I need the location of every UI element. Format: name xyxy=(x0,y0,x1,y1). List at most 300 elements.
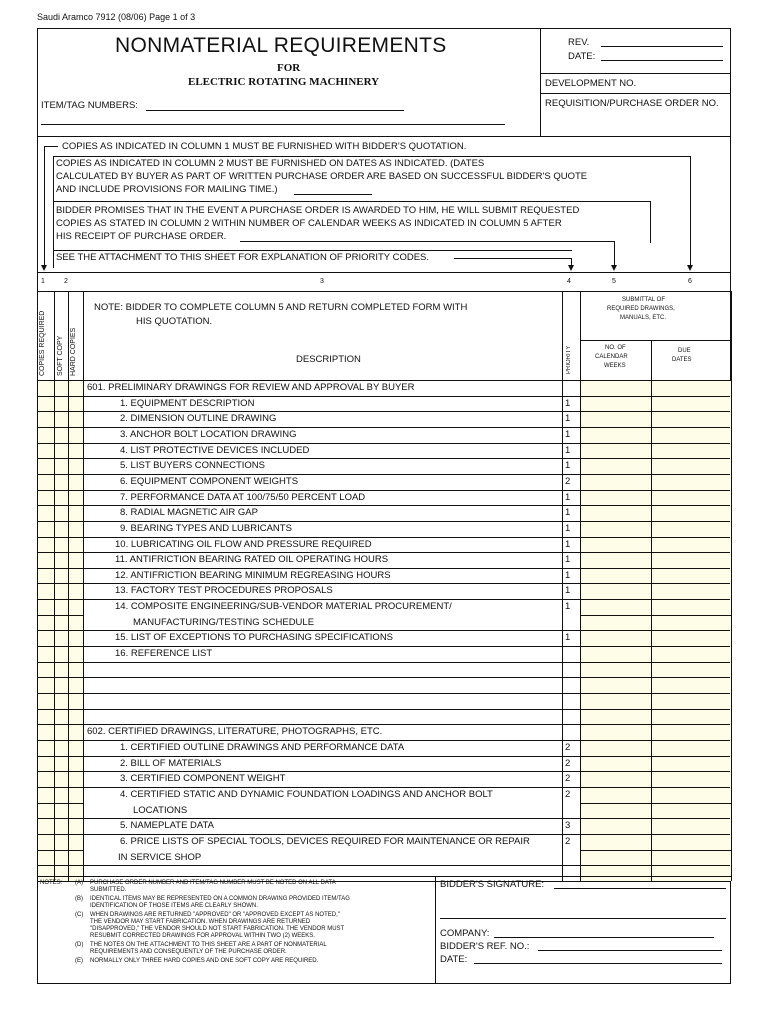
form-subtitle: ELECTRIC ROTATING MACHINERY xyxy=(188,76,380,88)
due-date-cell[interactable] xyxy=(652,475,730,490)
calendar-weeks-cell[interactable] xyxy=(581,678,650,693)
table-row-priority: 1 xyxy=(565,445,571,456)
hard-copies-cell[interactable] xyxy=(69,616,82,631)
calendar-weeks-cell[interactable] xyxy=(581,757,650,772)
note-d-2: REQUIREMENTS AND CONSEQUENTLY OF THE PURCHASE ORDER. xyxy=(90,949,287,955)
table-row-description: MANUFACTURING/TESTING SCHEDULE xyxy=(133,617,315,628)
due-date-cell[interactable] xyxy=(652,444,730,459)
copies-required-cell[interactable] xyxy=(38,616,53,631)
hard-copies-cell[interactable] xyxy=(69,678,82,693)
hard-copies-cell[interactable] xyxy=(69,428,82,443)
due-date-cell[interactable] xyxy=(652,741,730,756)
copies-required-cell[interactable] xyxy=(38,381,53,396)
instruction-promise-b: COPIES AS STATED IN COLUMN 2 WITHIN NUMBER OF CALENDAR WEEKS AS INDICATED IN COLUMN 5 AFTER xyxy=(56,218,562,229)
soft-copy-cell[interactable] xyxy=(55,553,67,568)
bracket-4-top xyxy=(53,250,572,251)
item-tag-label: ITEM/TAG NUMBERS: xyxy=(41,100,138,111)
copies-required-cell[interactable] xyxy=(38,506,53,521)
copies-required-cell[interactable] xyxy=(38,819,53,834)
col-number-2: 2 xyxy=(64,278,68,285)
hard-copies-cell[interactable] xyxy=(69,506,82,521)
table-row-priority: 1 xyxy=(565,554,571,565)
soft-copy-cell[interactable] xyxy=(55,491,67,506)
table-row-priority: 1 xyxy=(565,413,571,424)
hard-copies-cell[interactable] xyxy=(69,491,82,506)
req-po-label: REQUISITION/PURCHASE ORDER NO. xyxy=(545,98,719,109)
column-line xyxy=(731,291,732,881)
soft-copy-cell[interactable] xyxy=(55,725,67,740)
note-c-1: WHEN DRAWINGS ARE RETURNED "APPROVED" OR "APPROVED EXCEPT AS NOTED," xyxy=(90,912,340,918)
col-number-1: 1 xyxy=(41,278,45,285)
header-bottom-rule xyxy=(37,136,731,137)
soft-copy-cell[interactable] xyxy=(55,663,67,678)
due-date-cell[interactable] xyxy=(652,584,730,599)
soft-copy-cell[interactable] xyxy=(55,444,67,459)
arrow-col4-icon xyxy=(568,265,574,271)
copies-required-cell[interactable] xyxy=(38,866,53,881)
hard-copies-cell[interactable] xyxy=(69,475,82,490)
copies-required-cell[interactable] xyxy=(38,397,53,412)
calendar-weeks-cell[interactable] xyxy=(581,772,650,787)
bidder-signature-label: BIDDER'S SIGNATURE: xyxy=(440,879,545,890)
due-date-cell[interactable] xyxy=(652,678,730,693)
soft-copy-cell[interactable] xyxy=(55,584,67,599)
hard-copies-cell[interactable] xyxy=(69,600,82,615)
hard-copies-cell[interactable] xyxy=(69,772,82,787)
soft-copy-cell[interactable] xyxy=(55,506,67,521)
hard-copies-cell[interactable] xyxy=(69,819,82,834)
item-tag-field[interactable] xyxy=(146,110,404,111)
table-row-description: 12. ANTIFRICTION BEARING MINIMUM REGREASING HOURS xyxy=(115,570,391,581)
due-date-cell[interactable] xyxy=(652,851,730,866)
bracket-3-right xyxy=(650,201,651,243)
hard-copies-cell[interactable] xyxy=(69,584,82,599)
note-d-1: THE NOTES ON THE ATTACHMENT TO THIS SHEET ARE A PART OF NONMATERIAL xyxy=(90,942,327,948)
due-date-cell[interactable] xyxy=(652,428,730,443)
table-row-description: 4. LIST PROTECTIVE DEVICES INCLUDED xyxy=(120,445,310,456)
copies-required-cell[interactable] xyxy=(38,491,53,506)
calendar-weeks-cell[interactable] xyxy=(581,631,650,646)
table-row-description: 1. CERTIFIED OUTLINE DRAWINGS AND PERFORMANCE DATA xyxy=(120,742,405,753)
due-date-cell[interactable] xyxy=(652,804,730,819)
due-date-cell[interactable] xyxy=(652,459,730,474)
due-date-cell[interactable] xyxy=(652,647,730,662)
due-date-cell[interactable] xyxy=(652,725,730,740)
copies-required-header: COPIES REQUIRED xyxy=(39,310,46,376)
hard-copies-cell[interactable] xyxy=(69,788,82,803)
table-row-description: 11. ANTIFRICTION BEARING RATED OIL OPERATING HOURS xyxy=(115,554,389,565)
due-date-cell[interactable] xyxy=(652,491,730,506)
bracket-2-right xyxy=(690,156,691,265)
due-date-cell[interactable] xyxy=(652,538,730,553)
calendar-weeks-cell[interactable] xyxy=(581,694,650,709)
soft-copy-cell[interactable] xyxy=(55,866,67,881)
copies-required-cell[interactable] xyxy=(38,647,53,662)
col-number-6: 6 xyxy=(688,278,692,285)
instruction-col1: COPIES AS INDICATED IN COLUMN 1 MUST BE FURNISHED WITH BIDDER'S QUOTATION. xyxy=(62,141,467,152)
table-row-priority: 1 xyxy=(565,632,571,643)
bracket-2-top xyxy=(53,156,691,157)
copies-required-cell[interactable] xyxy=(38,663,53,678)
note-c-3: "DISAPPROVED," THE VENDOR SHOULD NOT START FABRICATION. THE VENDOR MUST xyxy=(90,926,345,932)
hard-copies-cell[interactable] xyxy=(69,412,82,427)
col-number-4: 4 xyxy=(567,278,571,285)
soft-copy-cell[interactable] xyxy=(55,710,67,725)
table-row-description: 15. LIST OF EXCEPTIONS TO PURCHASING SPECIFICATIONS xyxy=(115,632,394,643)
instruction-promise-c: HIS RECEIPT OF PURCHASE ORDER. xyxy=(56,231,227,242)
copies-required-cell[interactable] xyxy=(38,412,53,427)
calendar-weeks-cell[interactable] xyxy=(581,428,650,443)
calendar-weeks-cell[interactable] xyxy=(581,553,650,568)
note-line-b: HIS QUOTATION. xyxy=(136,316,213,327)
table-row-description: 1. EQUIPMENT DESCRIPTION xyxy=(120,398,255,409)
hard-copies-cell[interactable] xyxy=(69,741,82,756)
hard-copies-cell[interactable] xyxy=(69,444,82,459)
form-for: FOR xyxy=(277,62,301,74)
item-tag-field-2[interactable] xyxy=(41,124,505,125)
table-row-description: 7. PERFORMANCE DATA AT 100/75/50 PERCENT LOAD xyxy=(120,492,366,503)
table-row-description: 5. LIST BUYERS CONNECTIONS xyxy=(120,460,265,471)
soft-copy-cell[interactable] xyxy=(55,772,67,787)
soft-copy-cell[interactable] xyxy=(55,678,67,693)
table-row-priority: 1 xyxy=(565,398,571,409)
soft-copy-cell[interactable] xyxy=(55,538,67,553)
hard-copies-cell[interactable] xyxy=(69,538,82,553)
calendar-weeks-cell[interactable] xyxy=(581,804,650,819)
table-row-description: 5. NAMEPLATE DATA xyxy=(120,820,214,831)
arrow-col5-icon xyxy=(611,265,617,271)
hard-copies-cell[interactable] xyxy=(69,835,82,850)
due-date-cell[interactable] xyxy=(652,866,730,881)
calendar-weeks-cell[interactable] xyxy=(581,600,650,615)
copies-required-cell[interactable] xyxy=(38,741,53,756)
notes-label: NOTES: xyxy=(40,880,63,886)
table-row-description: 13. FACTORY TEST PROCEDURES PROPOSALS xyxy=(115,585,333,596)
hard-copies-cell[interactable] xyxy=(69,397,82,412)
copies-required-cell[interactable] xyxy=(38,788,53,803)
due-date-cell[interactable] xyxy=(652,553,730,568)
due-date-cell[interactable] xyxy=(652,710,730,725)
instruction-promise-a: BIDDER PROMISES THAT IN THE EVENT A PURCHASE ORDER IS AWARDED TO HIM, HE WILL SUBMIT REQUESTED xyxy=(56,205,580,216)
header-divider xyxy=(540,28,541,136)
note-e-key: (E) xyxy=(75,958,83,964)
note-a-2: SUBMITTED. xyxy=(90,887,127,893)
calendar-weeks-cell[interactable] xyxy=(581,866,650,881)
note-line-a: NOTE: BIDDER TO COMPLETE COLUMN 5 AND RETURN COMPLETED FORM WITH xyxy=(94,302,468,313)
table-row-priority: 1 xyxy=(565,601,571,612)
table-row-description: 14. COMPOSITE ENGINEERING/SUB-VENDOR MATERIAL PROCUREMENT/ xyxy=(115,601,452,612)
instruction-col2-a: COPIES AS INDICATED IN COLUMN 2 MUST BE FURNISHED ON DATES AS INDICATED. (DATES xyxy=(56,158,485,169)
bracket-3-drop xyxy=(614,241,615,266)
hard-copies-cell[interactable] xyxy=(69,663,82,678)
table-row-description: 6. EQUIPMENT COMPONENT WEIGHTS xyxy=(120,476,299,487)
table-row-priority: 1 xyxy=(565,523,571,534)
soft-copy-cell[interactable] xyxy=(55,694,67,709)
copies-required-cell[interactable] xyxy=(38,475,53,490)
due-date-cell[interactable] xyxy=(652,772,730,787)
copies-required-cell[interactable] xyxy=(38,725,53,740)
calendar-weeks-cell[interactable] xyxy=(581,835,650,850)
header-rule-2 xyxy=(540,93,730,94)
calendar-weeks-cell[interactable] xyxy=(581,647,650,662)
table-row-priority: 1 xyxy=(565,429,571,440)
table-row-description: 10. LUBRICATING OIL FLOW AND PRESSURE REQUIRED xyxy=(115,539,372,550)
soft-copy-cell[interactable] xyxy=(55,428,67,443)
form-title: NONMATERIAL REQUIREMENTS xyxy=(115,34,447,57)
copies-required-cell[interactable] xyxy=(38,459,53,474)
col-number-5: 5 xyxy=(612,278,616,285)
bracket-4-tail xyxy=(454,258,572,259)
soft-copy-cell[interactable] xyxy=(55,522,67,537)
table-row-description: 6. PRICE LISTS OF SPECIAL TOOLS, DEVICES REQUIRED FOR MAINTENANCE OR REPAIR xyxy=(120,836,530,847)
hard-copies-cell[interactable] xyxy=(69,522,82,537)
table-row-priority: 1 xyxy=(565,585,571,596)
copies-required-cell[interactable] xyxy=(38,522,53,537)
due-date-cell[interactable] xyxy=(652,757,730,772)
due-date-cell[interactable] xyxy=(652,522,730,537)
table-row-priority: 3 xyxy=(565,820,571,831)
note-b-1: IDENTICAL ITEMS MAY BE REPRESENTED ON A COMMON DRAWING PROVIDED ITEM/TAG xyxy=(90,896,350,902)
hard-copies-cell[interactable] xyxy=(69,647,82,662)
submittal-b: REQUIRED DRAWINGS, xyxy=(607,306,675,312)
note-e-1: NORMALLY ONLY THREE HARD COPIES AND ONE SOFT COPY ARE REQUIRED. xyxy=(90,958,319,964)
col-number-3: 3 xyxy=(320,278,324,285)
soft-copy-cell[interactable] xyxy=(55,788,67,803)
colnum-top-rule xyxy=(37,272,731,273)
dev-no-label: DEVELOPMENT NO. xyxy=(545,78,637,89)
table-row-description: IN SERVICE SHOP xyxy=(118,852,202,863)
due-date-cell[interactable] xyxy=(652,788,730,803)
calendar-weeks-cell[interactable] xyxy=(581,819,650,834)
calendar-weeks-cell[interactable] xyxy=(581,616,650,631)
description-header: DESCRIPTION xyxy=(296,354,361,365)
due-date-cell[interactable] xyxy=(652,600,730,615)
table-row-priority: 2 xyxy=(565,476,571,487)
copies-required-cell[interactable] xyxy=(38,678,53,693)
due-a: DUE xyxy=(678,348,691,354)
header-rule-1 xyxy=(540,73,730,74)
note-c-2: THE VENDOR MAY START FABRICATION. WHEN DRAWINGS ARE RETURNED xyxy=(90,919,311,925)
notes-divider xyxy=(435,876,436,984)
soft-copy-cell[interactable] xyxy=(55,459,67,474)
table-row-description: LOCATIONS xyxy=(133,805,188,816)
due-b: DATES xyxy=(672,357,692,363)
copies-required-cell[interactable] xyxy=(38,710,53,725)
table-row-description: 602. CERTIFIED DRAWINGS, LITERATURE, PHOTOGRAPHS, ETC. xyxy=(87,726,383,737)
calendar-weeks-cell[interactable] xyxy=(581,569,650,584)
copies-required-cell[interactable] xyxy=(38,600,53,615)
calendar-weeks-cell[interactable] xyxy=(581,741,650,756)
bracket-2-tail xyxy=(294,194,372,195)
soft-copy-cell[interactable] xyxy=(55,412,67,427)
hard-copies-cell[interactable] xyxy=(69,851,82,866)
soft-copy-cell[interactable] xyxy=(55,741,67,756)
table-row-priority: 1 xyxy=(565,460,571,471)
note-c-key: (C) xyxy=(75,912,84,918)
calendar-weeks-cell[interactable] xyxy=(581,381,650,396)
signature-date-label: DATE: xyxy=(440,954,468,965)
due-date-cell[interactable] xyxy=(652,506,730,521)
table-row-priority: 1 xyxy=(565,570,571,581)
calendar-weeks-cell[interactable] xyxy=(581,397,650,412)
notes-top-rule xyxy=(37,876,731,877)
soft-copy-header: SOFT COPY xyxy=(57,335,64,376)
bidder-ref-field[interactable] xyxy=(538,950,722,951)
submittal-c: MANUALS, ETC. xyxy=(620,315,667,321)
table-row-priority: 2 xyxy=(565,773,571,784)
soft-copy-cell[interactable] xyxy=(55,835,67,850)
submittal-rule xyxy=(580,340,731,341)
instruction-col2-b: CALCULATED BY BUYER AS PART OF WRITTEN PURCHASE ORDER ARE BASED ON SUCCESSFUL BIDDER'S QUOTE xyxy=(56,171,588,182)
copies-required-cell[interactable] xyxy=(38,584,53,599)
calendar-weeks-cell[interactable] xyxy=(581,663,650,678)
colnum-bottom-rule xyxy=(37,291,731,292)
due-date-cell[interactable] xyxy=(652,397,730,412)
table-row-priority: 2 xyxy=(565,758,571,769)
due-date-cell[interactable] xyxy=(652,631,730,646)
company-label: COMPANY: xyxy=(440,928,490,939)
copies-required-cell[interactable] xyxy=(38,804,53,819)
table-row-description: 2. DIMENSION OUTLINE DRAWING xyxy=(120,413,277,424)
calendar-weeks-cell[interactable] xyxy=(581,851,650,866)
calendar-weeks-cell[interactable] xyxy=(581,584,650,599)
weeks-c: WEEKS xyxy=(604,363,626,369)
arrow-col1-icon xyxy=(41,265,47,271)
copies-required-cell[interactable] xyxy=(38,835,53,850)
bidder-signature-field-2[interactable] xyxy=(440,918,726,919)
hard-copies-cell[interactable] xyxy=(69,710,82,725)
soft-copy-cell[interactable] xyxy=(55,804,67,819)
hard-copies-cell[interactable] xyxy=(69,866,82,881)
copies-required-cell[interactable] xyxy=(38,569,53,584)
calendar-weeks-cell[interactable] xyxy=(581,459,650,474)
due-date-cell[interactable] xyxy=(652,616,730,631)
soft-copy-cell[interactable] xyxy=(55,397,67,412)
copies-required-cell[interactable] xyxy=(38,694,53,709)
table-row-description: 2. BILL OF MATERIALS xyxy=(120,758,222,769)
copies-required-cell[interactable] xyxy=(38,444,53,459)
copies-required-cell[interactable] xyxy=(38,553,53,568)
table-row-description: 16. REFERENCE LIST xyxy=(115,648,213,659)
soft-copy-cell[interactable] xyxy=(55,569,67,584)
bidder-ref-label: BIDDER'S REF. NO.: xyxy=(440,941,530,952)
bracket-1v xyxy=(44,146,45,266)
note-b-key: (B) xyxy=(75,896,83,902)
bidder-signature-field[interactable] xyxy=(554,888,726,889)
copies-required-cell[interactable] xyxy=(38,851,53,866)
hard-copies-cell[interactable] xyxy=(69,757,82,772)
soft-copy-cell[interactable] xyxy=(55,757,67,772)
calendar-weeks-cell[interactable] xyxy=(581,412,650,427)
calendar-weeks-cell[interactable] xyxy=(581,475,650,490)
hard-copies-header: HARD COPIES xyxy=(70,327,77,376)
soft-copy-cell[interactable] xyxy=(55,475,67,490)
hard-copies-cell[interactable] xyxy=(69,569,82,584)
table-row-priority: 1 xyxy=(565,492,571,503)
table-row-description: 4. CERTIFIED STATIC AND DYNAMIC FOUNDATION LOADINGS AND ANCHOR BOLT xyxy=(120,789,493,800)
note-d-key: (D) xyxy=(75,942,84,948)
calendar-weeks-cell[interactable] xyxy=(581,506,650,521)
hard-copies-cell[interactable] xyxy=(69,804,82,819)
calendar-weeks-cell[interactable] xyxy=(581,538,650,553)
weeks-b: CALENDAR xyxy=(595,354,628,360)
hard-copies-cell[interactable] xyxy=(69,725,82,740)
copies-required-cell[interactable] xyxy=(38,538,53,553)
soft-copy-cell[interactable] xyxy=(55,851,67,866)
calendar-weeks-cell[interactable] xyxy=(581,710,650,725)
soft-copy-cell[interactable] xyxy=(55,616,67,631)
due-date-cell[interactable] xyxy=(652,819,730,834)
table-row-priority: 1 xyxy=(565,507,571,518)
hard-copies-cell[interactable] xyxy=(69,459,82,474)
table-row-priority: 2 xyxy=(565,742,571,753)
table-row-description: 601. PRELIMINARY DRAWINGS FOR REVIEW AND APPROVAL BY BUYER xyxy=(87,382,415,393)
table-row-priority: 1 xyxy=(565,539,571,550)
note-a-1: PURCHASE ORDER NUMBER AND ITEM/TAG NUMBER MUST BE NOTED ON ALL DATA xyxy=(90,880,336,886)
due-date-cell[interactable] xyxy=(652,835,730,850)
submittal-a: SUBMITTAL OF xyxy=(622,297,666,303)
bracket-2-left xyxy=(53,156,54,268)
hard-copies-cell[interactable] xyxy=(69,381,82,396)
bracket-3-tail xyxy=(240,241,614,242)
priority-header: PRIORITY xyxy=(566,345,572,374)
instruction-priority: SEE THE ATTACHMENT TO THIS SHEET FOR EXPLANATION OF PRIORITY CODES. xyxy=(56,252,430,263)
bracket-1h xyxy=(44,146,58,147)
due-date-cell[interactable] xyxy=(652,569,730,584)
soft-copy-cell[interactable] xyxy=(55,381,67,396)
soft-copy-cell[interactable] xyxy=(55,631,67,646)
hard-copies-cell[interactable] xyxy=(69,694,82,709)
soft-copy-cell[interactable] xyxy=(55,819,67,834)
due-date-cell[interactable] xyxy=(652,381,730,396)
calendar-weeks-cell[interactable] xyxy=(581,788,650,803)
form-id: Saudi Aramco 7912 (08/06) Page 1 of 3 xyxy=(37,12,196,22)
arrow-col6-icon xyxy=(687,265,693,271)
calendar-weeks-cell[interactable] xyxy=(581,491,650,506)
soft-copy-cell[interactable] xyxy=(55,647,67,662)
signature-date-field[interactable] xyxy=(474,963,722,964)
copies-required-cell[interactable] xyxy=(38,631,53,646)
note-a-key: (A) xyxy=(75,880,83,886)
table-row-description: 3. ANCHOR BOLT LOCATION DRAWING xyxy=(120,429,297,440)
calendar-weeks-cell[interactable] xyxy=(581,522,650,537)
soft-copy-cell[interactable] xyxy=(55,600,67,615)
date-label: DATE: xyxy=(568,51,596,62)
company-field[interactable] xyxy=(494,937,714,938)
bracket-3-top xyxy=(53,201,650,202)
instruction-col2-c: AND INCLUDE PROVISIONS FOR MAILING TIME.) xyxy=(56,184,278,195)
due-date-cell[interactable] xyxy=(652,412,730,427)
copies-required-cell[interactable] xyxy=(38,757,53,772)
hard-copies-cell[interactable] xyxy=(69,631,82,646)
rev-field[interactable] xyxy=(601,46,723,47)
weeks-a: NO. OF xyxy=(605,345,626,351)
date-field[interactable] xyxy=(601,60,723,61)
copies-required-cell[interactable] xyxy=(38,772,53,787)
table-row-priority: 2 xyxy=(565,836,571,847)
copies-required-cell[interactable] xyxy=(38,428,53,443)
table-row-description: 9. BEARING TYPES AND LUBRICANTS xyxy=(120,523,292,534)
due-date-cell[interactable] xyxy=(652,663,730,678)
calendar-weeks-cell[interactable] xyxy=(581,725,650,740)
table-row-description: 8. RADIAL MAGNETIC AIR GAP xyxy=(120,507,258,518)
due-date-cell[interactable] xyxy=(652,694,730,709)
note-c-4: RESUBMIT CORRECTED DRAWINGS FOR APPROVAL WITHIN TWO (2) WEEKS. xyxy=(90,933,315,939)
table-row-priority: 2 xyxy=(565,789,571,800)
note-b-2: IDENTIFICATION OF THOSE ITEMS ARE CLEARLY SHOWN. xyxy=(90,903,258,909)
calendar-weeks-cell[interactable] xyxy=(581,444,650,459)
hard-copies-cell[interactable] xyxy=(69,553,82,568)
